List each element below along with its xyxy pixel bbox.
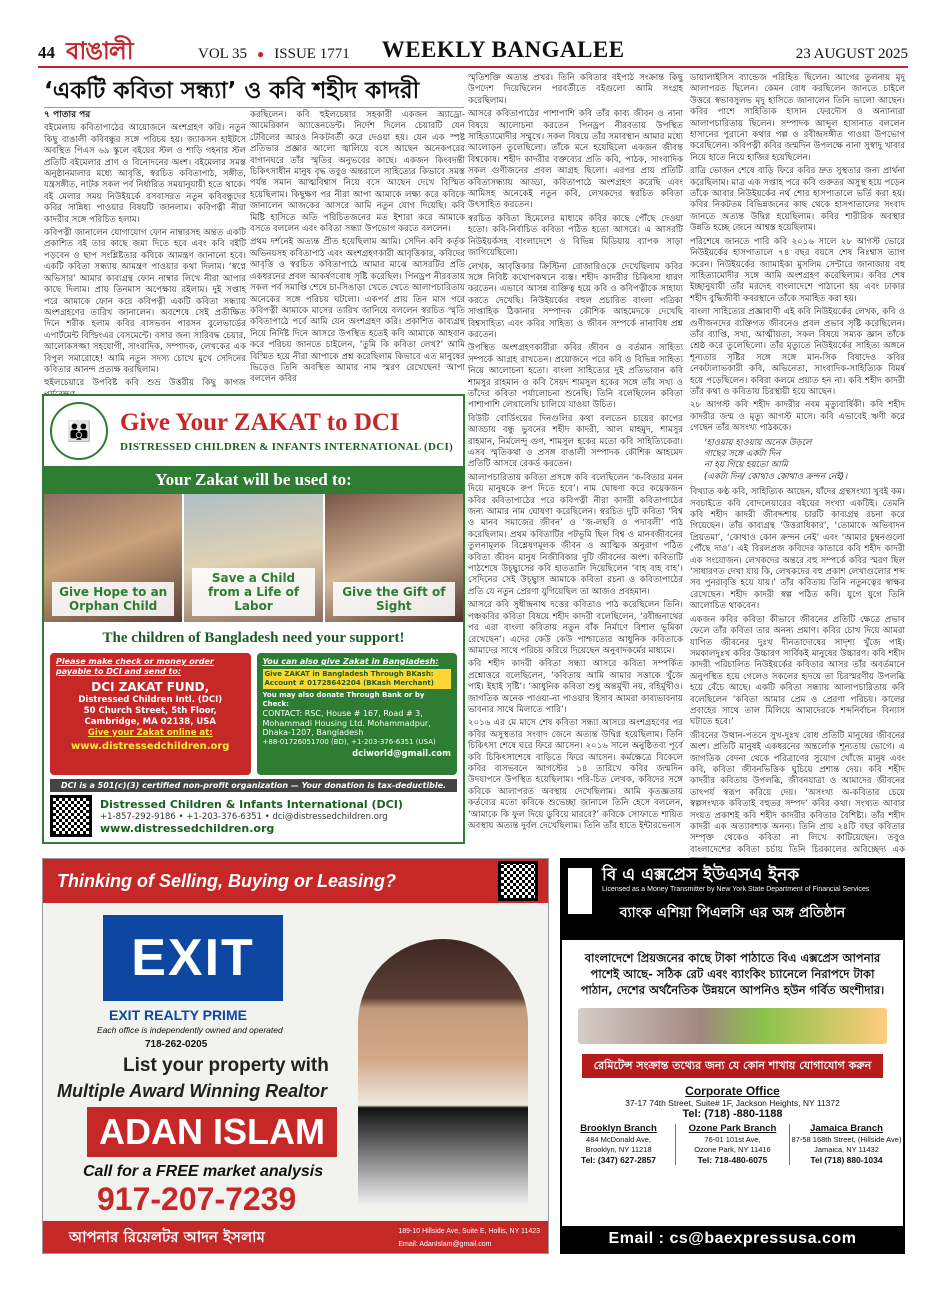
agent-phone[interactable]: 917-207-7239 (97, 1181, 297, 1217)
newspaper-title: WEEKLY BANGALEE (381, 37, 625, 62)
donate-info: You may also donate Through Bank or by Check: (262, 691, 425, 708)
poem-line: গাছের সঙ্গে একটা দিন (704, 449, 781, 459)
page-header (38, 34, 908, 68)
paragraph: কবিপত্নী জানালেন যোগাযোগ ফোন নাম্বারসহ অন্তত একটি প্রকাশিত বই তার কাছে জমা দিতে হবে এবং কবি বইটি পড়বেন ও ছাপ সংশ্লিষ্টতার কবিকে আমন্ত্রণ জানানো হবে। একটি কবিতা সন্ধ্যায় আমন্ত্রণ পাওয়ার কথা দিলাম। ‘স্বপ্নে অভিসার’ আমার কাব্যগ্রন্থ ফোন নাম্বার লিখে নীরা আপার কাছে দিলাম। প্রায় তিনমাস অপেক্ষায় রইলাম। দুই সপ্তাহ পরে আমাকে ফোন করে কবিপত্নী একটি কবিতা সন্ধ্যায় অংশগ্রহণের তারিখ জানালেন। অবশেষে সেই প্রতীক্ষিত দিনে শরীক হলাম কবির বাসভবন পারসন বুলেভার্ডের এপার্টমেন্ট বিল্ডিংএর বেসমেন্টে। বসার জন্য সারিবদ্ধ চেয়ার, আলোকসজ্জা সহযোগী, সাংবাদিক, সম্পাদক, লেখকের এক বিপুল সমারোহে! আমি নতুন সদস্য চোখে মুখে সেদিনের কবিতার আনন্দ প্রত্যক্ষ করছিলাম। (44, 228, 246, 375)
paragraph: পরিশেষে জানতে পারি কবি ২০১৬ সালে ২৮ আগস্ট ভোরে নিউইয়র্কের হাসপাতালে ৭৪ বছর বয়সে শেষ নিঃশ্বাস ত্যাগ করেন। নিউইয়র্কের জ্যামাইকা মুসলিম সেন্টারে জানাজায় বহু সাহিত্যামোদীর সঙ্গে আমি অংশগ্রহণ করেছিলাম। কবির শেষ ইচ্ছানুযায়ী তাঁর মরদেহ বাংলাদেশে পাঠানো হয় এবং ঢাকার শহীদ বুদ্ধিজীবী কবরস্থানে তাঁকে সমাহিত করা হয়। (690, 236, 905, 304)
paragraph: আসরে কবি সুধীন্দ্রনাথ দত্তের কবিতাও পাঠ করেছিলেন তিনি। পঞ্চকবির কবিতা বিষয়ে শহীদ কাদরী বলেছিলেন, ‘রবীন্দ্রনাথের পর এরা বাংলা কবিতায় নতুন বাঁক নির্মাণে বিশাল ভূমিকা রেখেছেন’। এদের কেউ কেউ পাশ্চাত্যের আধুনিক কবিতাকে আমাদের সাথে পরিচয় করিয়ে দিয়েছেন অনুবাদকর্মের মাধ্যমে। (468, 600, 683, 656)
paragraph: আলাপচারিতায় কবিতা প্রসঙ্গে কবি বলেছিলেন ‘ক-বিতার মনন দিয়ে মানুষকে রুপ দিতে হবে’। নাম ঘোষণা করে কয়েকজন কবির কবিতাপাঠের পরে কবিপত্নী নীরা কাদরী কবিতাপাঠের জন্য আমার নাম ঘোষণা করেছিলেন। স্বরচিত দুটি কবিতা ‘বিশ্ব ও মানব সমাজের জীবন’ ও ‘জ-লছবি ও পদাবলী’ পাঠ করেছিলাম। প্রথম কবিতাটির পটভূমি ছিল বিশ্ব ও মানবজীবনের তুলনামূলক বিশ্লেষণমূলক জীবন ও আত্মিক অনুরাগ পঠিত কবিতা জীবন মানুষ নিজীবিকার দুটি জীবনের অংশ। কবিতাটি পাঠশেষে উচ্ছ্বাসের কবি হাততালি দিয়েছিলেন ‘বাহ বাহ বাহ’। সেদিনের সেই উচ্ছ্বাস আমাকে কবিতা রচনা ও কবিতাপাঠের প্রতি যে নতুন প্রেরণা যুগিয়েছিল তা আজও প্রবহমান। (468, 472, 683, 597)
footer-contacts: +1-857-292-9186 • +1-203-376-6351 • dci@distressedchildren.org (100, 811, 388, 822)
orphan-photo (44, 494, 184, 622)
dci-photo-row (44, 494, 463, 622)
branch-brooklyn (562, 1124, 676, 1165)
bullet-icon: ● (257, 47, 265, 61)
branch-ozone-park (676, 1124, 790, 1165)
footer-org-name: Distressed Children & Infants International (DCI) (100, 797, 403, 811)
phone-info: +88-01726051700 (BD), +1-203-376-6351 (USA) (262, 737, 436, 746)
list-property-line: List your property with (123, 1055, 329, 1076)
issue: ISSUE 1771 (274, 46, 350, 62)
dci-headline: Give Your ZAKAT to DCI (120, 409, 400, 436)
dci-ad-top (44, 396, 463, 466)
contact-info: CONTACT: RSC, House # 167, Road # 3, Mohammadi Housing Ltd. Mohammadpur, Dhaka-1207, Bangladesh (262, 709, 431, 737)
corporate-title: Corporate Office (685, 1084, 780, 1098)
currency-notes-image (578, 1008, 887, 1044)
paragraph: উপস্থিত অংশগ্রহণকারীরা কবির জীবন ও বর্তমান সাহিত্য সম্পর্কে আগ্রহ রাখতেন। প্রয়োজনে পরে কবি ও বিভিন্ন সাহিত্য নিয়ে আলোচনা হতো। বাংলা সাহিত্যের দুই প্রতিভাবান কবি শামসুর রাহমান ও কবি সৈয়দ শামসুল হকের সঙ্গে তাঁর সখ্য ও তাঁদের কবিতা পর্যালোচনা শুনেছি। তিনি বলেছিলেন কবিতা পাশাপাশি লেখালেখি চালিয়ে যাওয়া উচিত। (468, 343, 683, 411)
photo-caption: Save a Child from a Life of Labor (192, 568, 314, 616)
branch-phone[interactable]: Tel: (347) 627-2857 (581, 1155, 656, 1165)
address-line: Distressed Children Intl. (DCI) (78, 695, 223, 705)
branch-name: Brooklyn Branch (580, 1123, 657, 1134)
paragraph: ২০১৬ এর মে মাসে শেষ কবিতা সন্ধ্যা আসরে অংশগ্রহণের পর কবির অসুস্থতার সংবাদ জেনে অত্যন্ত উদ্বিগ্ন হয়েছিলাম। তিনি চিকিৎসা শেষে ঘরে ফিরে আসেন। ২০১৬ সালে অনুষ্ঠিতব্য পূর্বে কবি চিকিৎসাশেষে বাড়িতে ফিরে আসেন। কর্মক্ষেত্রে বিকেলে কবির বাসভবনে আগস্টের ১৪ তারিখে কবির জন্মদিন উদযাপনে উপস্থিত হয়েছিলাম। পরি-চিত লেখক, কবিদের সঙ্গে কবিকে আলাপরত অবস্থায় দেখেছিলাম। আমি কৃতজ্ঞতায় কর্তব্যের মতো কবিকে শুভেচ্ছা জানালে তিনি হেসে বললেন, ‘আমাকে কি ফুল দিয়ে ডুবিয়ে মারবে?’ কবিকে সোফাতে শায়িত অবস্থায় অত্যন্ত দুর্বল দেখেছিলাম। তিনি তাঁর হাতে ইন্টারভেনাস (468, 718, 683, 831)
online-label: Give your Zakat online at: (87, 728, 213, 738)
paragraph: বাংলা সাহিত্যের প্রজ্ঞাবাণী এই কবি নিউইয়র্কের লেখক, কবি ও গুণীজনদের ব্যক্তিগত জীবনেও প্রবল প্রভাব সৃষ্টি করেছিলেন। তাঁর ব্যাপ্তি, সখ্য, আত্মীয়তা, সকল বিষয়ে সম্যক জ্ঞান তাঁকে শ্রেষ্ঠ করে তুলেছিলো। তাঁর মৃত্যুতে নিউইয়র্কের সাহিত্য অঙ্গনে শূন্যতার সৃষ্টির সঙ্গে সঙ্গে মান-সিক বিষাদেও কবির নেকট্যলাভকারী কবি, অভিনেতা, সাংবাদিক-সাহিত্যিক বিমর্ষ হয়ে পড়েছিলেন। কবিরা কলমে প্রয়াত হন না। কবি শহীদ কাদরী তাঁর কথা ও কবিতায় চিরস্থায়ী হয়ে আছেন। (690, 307, 905, 397)
ba-header (562, 860, 903, 940)
article-column-1 (44, 110, 246, 390)
article-column-2 (250, 110, 465, 390)
newspaper-logo: বাঙালী (66, 37, 133, 65)
dci-mail-box (50, 653, 251, 775)
branch-address: 87-58 168th Street, (Hillside Ave) (791, 1135, 902, 1144)
nonprofit-note: DCI is a 501(c)(3) certified non-profit organization — Your donation is tax-deductible. (50, 779, 457, 792)
address-line: Cambridge, MA 02138, USA (84, 717, 216, 727)
office-address: 189-10 Hillside Ave, Suite E, Hollis, NY 11423 (398, 1228, 540, 1235)
paragraph: বিখ্যাত কণ্ঠ কবি, সাহিত্যিক আছেন, যাঁদের গ্রন্থসংখ্যা খুবই কম। সবচাইতে কবি বোদলেয়ারের বইয়ের সংখ্যা একটিই। তেমনি কবি শহীদ কাদরী জীবদ্দশায় চারটি কাব্যগ্রন্থ রচনা করে গিয়েছেন। তাঁর কাব্যগ্রন্থ ‘উত্তরাধিকার’, ‘তোমাকে অভিবাদন প্রিয়তমা’, ‘কোথাও কোন ক্রন্দন নেই’ এবং ‘আমার চুম্বনগুলো পৌঁছে দাও’। এই বিরলপ্রজ কবিদের কাতারে কবি শহীদ কাদরী এক সংযোজন। লেখকদের অন্তরে বহু সম্পর্কে কবির স্মরণ ছিল ‘সাধারণত দেখা যায় কি, লেখকদের বহু প্রকাশ লেখাগুলোর শব্দ সব পুনরাবৃত্তি হয়ে যায়।’ তাঁর কবিতায় তিনি নতুনত্বের স্বাক্ষর রেখেছেন। শহীদ কাদরী স্বল্প পঠিত কবি। যুগে যুগে তিনি আলোচিত থাকবেন। (690, 487, 905, 612)
branch-address: 484 McDonald Ave, (586, 1135, 651, 1144)
dci-used-for: Your Zakat will be used to: (44, 466, 463, 494)
dci-email-link[interactable]: dciworld@gmail.com (352, 748, 451, 759)
paragraph: বিউটি বোর্ডিংয়ের দিনগুলির কথা বলতেন চায়ের কাপের আড্ডায় বন্ধু ভুবনের শহীদ কাদরী, আল মাহমুদ, শামসুর রাহমান, নির্মলেন্দু গুণ, শামসুল হকের মতো কবি সাহিত্যিকেরা। এসব স্মৃতিকথা ও প্রসঙ্গ বাঙালী সম্পাদক কৌশিক আহমেদ প্রতিটি আসরে রেকর্ড করতেন। (468, 413, 683, 470)
dci-bangladesh-box (257, 653, 458, 775)
exit-realty-ad[interactable] (42, 858, 549, 1254)
paragraph: প্রথম দর্শনেই অত্যন্ত প্রীত হয়েছিলাম আমি। সেদিন কবি কর্তৃক অভিনয়সহ কবিতাপাঠ এবং অংশগ্রহণকারী আবৃত্তিকার, কবিদের আবৃত্তি ও স্বরচিত কবিতাপাঠে আমার মাঝে আসরটির প্রতি একধরনের প্রবল আকর্ষণবোধ সৃষ্টি করেছিল। পিনড্রপ নীরবতায় সকল পর্ব সমাপ্তি শেষে চা-সিঙাড়া খেতে খেতে আলাপচারিতায় অনেকের সঙ্গে পরিচয় ঘটলো। একপর্ব প্রায় তিন মাস পরে কবিপত্নী আমাকে মাসের তারিখ জানিয়ে বললেন স্বরচিত স্মৃতি কবিতাপাঠে পর্বে আমি যেন অংশগ্রহণ করি। প্রকাশিত কাব্যগ্রন্থ নিয়ে নির্দিষ্ট দিনে আসরে উপস্থিত হতেই কবি আমাকে আহবান করে পরিচয় জানতে চাইলেন, ‘তুমি কি কবিতা লেখ?’ আমি বিস্মিত হয়ে নীরা আপাকে প্রশ্ন করেছিলাম কিভাবে এত মানুষের ভিড়েও তিনি অবস্থিত আমার নাম স্মরণ রেখেছেন! আপা বললেন কবির (250, 237, 465, 385)
poem-line: (একটা দিন/ কোথাও কোথাও ক্রন্দন নেই)। (704, 471, 848, 482)
article-column-4 (690, 73, 905, 855)
paragraph: একজন কবির কবিতা কীভাবে জীবনের প্রতিটি ক্ষেত্রে প্রভাব ফেলে তাঁর কবিতা তার অনন্য প্রমাণ। কবির চোখ দিয়ে আমরা যাপিত জীবনের দুঃখ দীনতাদোষের সাদৃশ্য খুঁজে পাই। সমকালদুঃখ কবির উচ্চারণ সার্বিকই মানুষের উচ্চারণ। কবি শহীদ কাদরী পরিচালিত নিউইয়র্কের কবিতার আসর তাঁর অবর্তমানে অনুপস্থিত হয়ে গেলেও সকলের হৃদয়ে তা চিরস্মরণীয় উপলব্ধি হয়ে বেঁচে আছে। একটি কবিতা সন্ধ্যায় আলাপচারিতায় কবি বলেছিলেন ‘কবিতা আমার প্রেম ও প্রেরণা পরিচয়। কালের প্রবাহের সাথে তাল মিলিয়ে আমাদেরকে শব্দনির্বাচন বিন্যাস ঘটাতে হবে।’ (690, 614, 905, 728)
bkash-info: Give ZAKAT in Bangladesh Through BKash: Account # 01728642204 (BKash Merchant) (263, 669, 452, 689)
award-line: Multiple Award Winning Realtor (57, 1081, 328, 1101)
paragraph: স্মৃতিশক্তি অত্যন্ত প্রখর। তিনি কবিতার বইপাঠ সংক্রান্ত কিছু উপদেশ দিয়েছিলেন পরবর্তীতে বইগুলো আমি সংগ্রহ করেছিলাম। (468, 73, 683, 106)
corporate-office (562, 1084, 903, 1120)
issue-meta (198, 46, 350, 63)
poem-line: ‘হাওয়ায় হাওয়ায় অনেক উড়লে (704, 437, 812, 448)
paragraph: হুইলচেয়ারে উপবিষ্ট কবি শুভ্র উত্তরীয় কিছু কাগজ (44, 378, 246, 389)
paragraph: আসরে কবিতাপাঠের পাশাপাশি কবি তাঁর কাব্য জীবন ও নানা বিষয়ে আলোচনা করতেন পিনড্রপ নীরবতায় উপস্থিত সাহিত্যামোদীর সম্মুখে। সকল বিষয়ে তাঁর সমাবস্থান আমার মধ্যে আলোড়ন তুলেছিলো। তাঁকে মনে হয়েছিলো একজন জীবন্ত বিশ্বকোষ। শহীদ কাদরীর বক্তব্যের প্রতি কবি, পাঠক, সাংবাদিক সকল গুণীজনের প্রবল আগ্রহ ছিলো। এরপর প্রায় প্রতিটি কবিতাসন্ধ্যায় আড্ডা, কবিতাপাঠে অংশগ্রহণ করেছি এবং আমিসহ অনেকেই নতুন কবি, লেখকদের স্বরচিত কবিতা উৎসাহিত করতেন। (468, 109, 683, 211)
branch-jamaica (790, 1124, 903, 1165)
ba-email-link[interactable]: Email : cs@baexpressusa.com (562, 1226, 903, 1252)
qr-code-icon[interactable] (50, 795, 92, 837)
photo-caption: Give the Gift of Sight (333, 582, 455, 616)
zakat-fund: DCI ZAKAT FUND, (91, 680, 210, 694)
agent-photo (358, 939, 528, 1207)
issue-date: 23 AUGUST 2025 (795, 46, 908, 62)
independent-office-note: Each office is independently owned and operated (97, 1025, 283, 1035)
branch-address: 76-01 101st Ave, (704, 1135, 761, 1144)
sight-photo (325, 494, 463, 622)
paragraph: রাত্রি ভোজন শেষে বাড়ি ফিরে কবির দ্রুত সুস্থতার জন্য প্রার্থনা করেছিলাম। মাত্র এক সপ্তাহ পরে কবি গুরুতর অসুস্থ হয়ে পড়েন তাঁকে আবার নিউইয়র্কের নর্থ শোর হাসপাতালে ভর্তি করা হয়। কবির নিকটতম বিভিন্নজনের কাছ থেকে হাসপাতালের সংবাদ জানতে অত্যন্ত উদ্বিগ্ন হয়েছিলাম। কবির শারীরিক অবস্থার উন্নতি হচ্ছে জেনে আশ্বস্ত হয়েছিলাম। (690, 166, 905, 234)
branch-list (562, 1124, 903, 1165)
address-line: 50 Church Street, 5th Floor, (83, 706, 217, 716)
dci-need-text: The children of Bangladesh need your support! (102, 630, 405, 646)
paragraph: ডায়ালাইসিস ব্যান্ডেজ পরিহিত ছিলেন। আগের তুলনায় মৃদু আলাপরত ছিলেন। কেমন বোধ করছিলেন জানতে চাইলে উত্তরে স্বভাবসুলভ মৃদু হাসিতে জানালেন তিনি ভালো আছেন। কবির পাশে সাহিত্যিক হাসান ফেরদৌস ও অন্যান্যরা আলাপচারিতায় ছিলেন। সম্পাদক আব্দুল হাসানাত বললেন হাসানের পুরানো কথার গল্প ও রবীন্দ্রসঙ্গীত গাওয়া উপভোগ করেছিলেন। কবিপত্নী কবির জন্মদিন উপলক্ষে নানা সুস্বাদু খাবার নিয়ে হাতে নিয়ে হাজির হয়েছিলেন। (690, 73, 905, 163)
volume: VOL 35 (198, 46, 248, 62)
page-number: 44 (38, 43, 55, 62)
footer-website-link[interactable]: www.distressedchildren.org (100, 821, 275, 835)
exit-logo: EXIT (103, 915, 283, 1001)
branch-phone[interactable]: Tel: 718-480-6075 (697, 1155, 768, 1165)
branch-phone[interactable]: Tel (718) 880-1034 (810, 1155, 883, 1165)
article-column-3 (468, 73, 683, 833)
mail-instructions: Please make check or money order payable to DCI and send to: (56, 657, 214, 676)
call-line: Call for a FREE market analysis (83, 1163, 324, 1180)
qr-code-icon[interactable] (498, 861, 538, 901)
company-name: EXIT REALTY PRIME (109, 1007, 247, 1023)
paragraph: কবি শহীদ কাদরী কবিতা সন্ধ্যা আসরে কবিতা সম্পর্কিত প্রশ্নোত্তরে বলেছিলেন, ‘কবিতায় আমি আমার সত্তাকে খুঁজে পাই। ইহাই সৃষ্টি’। ‘আধুনিক কবিতা শুধু অন্তর্মুখী নয়, বহির্মুখীও। জাগতিক অনেক পাওয়া-না পাওয়ার হিসাব আমরা কাব্যভাবনায় ভাবনার সাথে মিলাতে পারি’। (468, 659, 683, 715)
family-icon: 👪 (66, 419, 92, 443)
branch-address: Brooklyn, NY 11218 (585, 1145, 652, 1154)
bangla-tagline: আপনার রিয়েলটর আদন ইসলাম (69, 1228, 265, 1246)
paragraph: জীবনের উত্থান-পতনে সুখ-দুঃখ বোধ প্রতিটি মানুষের জীবনের অংশ। প্রতিটি মানুষই একধরনের অন্তর্লোক শূন্যতায় ভোগে। এ জাগতিক বেদনা থেকে পরিত্রাণের সুযোগ খোঁজে মানুষ এবং কবি, কবিতা জীবনভিত্তিক ঘুচিয়ে প্রশান্ত দেয়। কবি শহীদ কাদরীর কবিতায় উপলব্ধি, জীবনযাত্রা ও আমাদের জীবনের তাৎপর্য স্বরূপ করিয়ে দেয়। ‘অসংখ্য অ-কবিতার চেয়ে স্বল্পসংখ্যক কবিতাই বহুতর সম্পদ’ কবির কথা। সংখ্যত আবার সংযত প্রকাশই কবি শহীদ কাদরীর কবিতার বৈশিষ্ট্য। তাঁর শহীদ কাদরী এক অত্যাবশ্যক অনন্য। তিনি প্রায় ২৪টি বছর কবিতার সম্পৃক্ত থেকেও কবিতা না লিখে কাটিয়েছেন। তবুও বাংলাদেশের কবিতা চর্চায় তিনি চিরকালের অবিচ্ছেদ্য এক (690, 730, 905, 855)
agent-email-link[interactable]: Email: AdanIslam@gmail.com (398, 1241, 492, 1248)
dci-org-name: DISTRESSED CHILDREN & INFANTS INTERNATIONAL (DCI) (120, 441, 454, 453)
paragraph: বইমেলায় কবিতাপাঠের আয়োজনে অংশগ্রহণ করি। নতুন কিছু বাঙালী কবিবন্ধুর সঙ্গে পরিচয় হয়। জ্যাকসন হাইটসে অবস্থিত পিএস ৬৯ স্কুলে বইয়ের স্টল ও শাড়ি গহনার স্টল প্রতিটি বইমেলার প্রাণ ও বিনোদনের অংশ। বইমেলার সমস্ত অনুষ্ঠানমালার মধ্যে আবৃত্তি, স্বরচিত কবিতাপাঠ, সঙ্গীত, যন্ত্রসঙ্গীত, নাটক সকল পর্ব নির্ধারিত সময়ানুযায়ী হতে থাকে। বই মেলার সময় নিউইয়র্কে বসবাসরত নতুন কবিবন্ধুদের কবির সান্নিধ্য পাওয়ার বিষয়টি জানলাম। কবিপত্নী নীরা কাদরীর সঙ্গে পরিচিত হলাম। (44, 123, 246, 225)
dci-footer (44, 795, 463, 837)
poem-quote (690, 438, 905, 484)
article-title: ‘একটি কবিতা সন্ধ্যা’ ও কবি শহীদ কাদরী (44, 75, 464, 108)
ba-company-name: বি এ এক্সপ্রেস ইউএসএ ইনক (602, 865, 800, 885)
branch-address: Ozone Park, NY 11416 (694, 1145, 771, 1154)
paragraph: লেখক, আবৃত্তিকার ক্রিস্টিনা রোজারিওকে দেখেছিলাম কবির সঙ্গে নিবিষ্ট কথোপকথনে ব্যস্ত। শহীদ কাদরীর চিকিৎসা ধারণ করতেন। এভাবে আসন্ন ব্যক্তিত্ব হয়ে কবি ও কবিপত্নীকে সাহায্য করতে দেখেছি। নিউইয়র্কের বহুল প্রচারিত বাংলা পত্রিকা সাপ্তাহিক ঠিকানার সম্পাদক কৌশিক আহমেদকে দেখেছি বিশ্বসাহিত্য এবং কবির সাহিত্য ও জীবন সম্পর্কে নানাবিধ প্রশ্ন করতেন। (468, 261, 683, 340)
poem-line: না হয় গিয়ে হয়তো আমি (704, 460, 788, 471)
agent-name: ADAN ISLAM (87, 1107, 337, 1157)
corporate-phone[interactable]: Tel: (718) -880-1188 (682, 1108, 783, 1120)
branch-address: Jamaica, NY 11432 (814, 1145, 879, 1154)
corporate-address: 37-17 74th Street, Suite# 1F, Jackson Heights, NY 11372 (625, 1098, 840, 1108)
dci-website-link[interactable]: www.distressedchildren.org (71, 741, 230, 752)
ba-logo-icon (568, 868, 592, 914)
ba-body-text: বাংলাদেশে প্রিয়জনের কাছে টাকা পাঠাতে বিএ এক্সপ্রেস আপনার পাশেই আছে- সঠিক রেট এবং ব্যাংকিং চ্যানেলে নিরাপদে টাকা পাঠান, দেশের অর্থনৈতিক উন্নয়নে আপনিও হউন গর্বিত অংশীদার। (580, 951, 885, 997)
paragraph: স্বরচিত কবিতা হিমেলের মাধ্যমে কবির কাছে পৌঁছে দেওয়া হতো। কবি-নির্বাচিত কবিতা পঠিত হতো আসরে। এ আসরটি নিউইয়র্কসহ বাংলাদেশে ও বিভিন্ন মিডিয়ায় ব্যাপক সাড়া জাগিয়েছিলো। (468, 213, 683, 259)
paragraph: করছিলেন। কবি হুইলচেয়ার সহকারী একজন অ্যাড্রো-আমেরিকান অ্যাত্তেনডেন্ট। নির্দেশ দিলেন চেয়ারটি যেন টেবিলের আরও নিকটবর্তী করে দেওয়া হয়। যেন এক স্পষ্ট প্রতিভার প্রজ্ঞার আলো জ্বালিয়ে বসে আছেন অনেকপরের বাগানঘরে তাঁর স্মৃতির অনুভবের কাছে। একজন কিংবদন্তী চিকিৎসাধীন মানুষ বৃদ্ধ তবুও অন্তরালে সাহিত্যের কিভাবে সমস্ত পর্যন্ত সমান আত্মবিশ্বাস নিয়ে বসে আছেন দেখে বিস্মিত হয়েছিলাম। কিছুক্ষণ পর নীরা আপা আমাকে লক্ষ্য করে কবিকে জানালেন আজকের আসরে আমি নতুন যোগ দিয়েছি। কবি মিষ্টি হাসিতে অতি পরিচিতজনের মত ইশারা করে আমাকে বসতে বললেন এবং কবিতা সন্ধ্যা উপভোগ করতে বললেন। (250, 110, 465, 235)
bangladesh-intro: You can also give Zakat in Bangladesh: (262, 657, 439, 666)
continued-note: ৭ পাতার পর (44, 110, 91, 120)
paragraph: ২৮ আগস্ট কবি শহীদ কাদরীর নবম মৃত্যুবার্ষিকী। কবি শহীদ কাদরীর জন্ম ও মৃত্যু আগস্ট মাসে। কবি এভাবেই ঋণী করে গেছেন তাঁর অসংখ্য পাঠককে। (690, 400, 905, 434)
photo-caption: Give Hope to an Orphan Child (52, 582, 174, 616)
office-phone[interactable]: 718-262-0205 (145, 1039, 208, 1050)
exit-contact-block (398, 1225, 540, 1251)
ba-express-ad[interactable] (560, 858, 905, 1254)
exit-banner: Thinking of Selling, Buying or Leasing? (43, 859, 548, 903)
branch-name: Jamaica Branch (810, 1123, 883, 1134)
ba-ribbon: রেমিটেন্স সংক্রান্ত তথ্যের জন্য যে কোন শাখায় যোগাযোগ করুন (582, 1054, 883, 1078)
child-labor-photo (184, 494, 324, 622)
dci-seal-logo (50, 402, 108, 460)
branch-name: Ozone Park Branch (688, 1123, 777, 1134)
dci-zakat-ad[interactable] (42, 394, 465, 844)
ba-bank-line: ব্যাংক এশিয়া পিএলসি এর অঙ্গ প্রতিষ্ঠান (619, 905, 846, 921)
ba-license: Licensed as a Money Transmitter by New York State Department of Financial Services (602, 886, 870, 893)
